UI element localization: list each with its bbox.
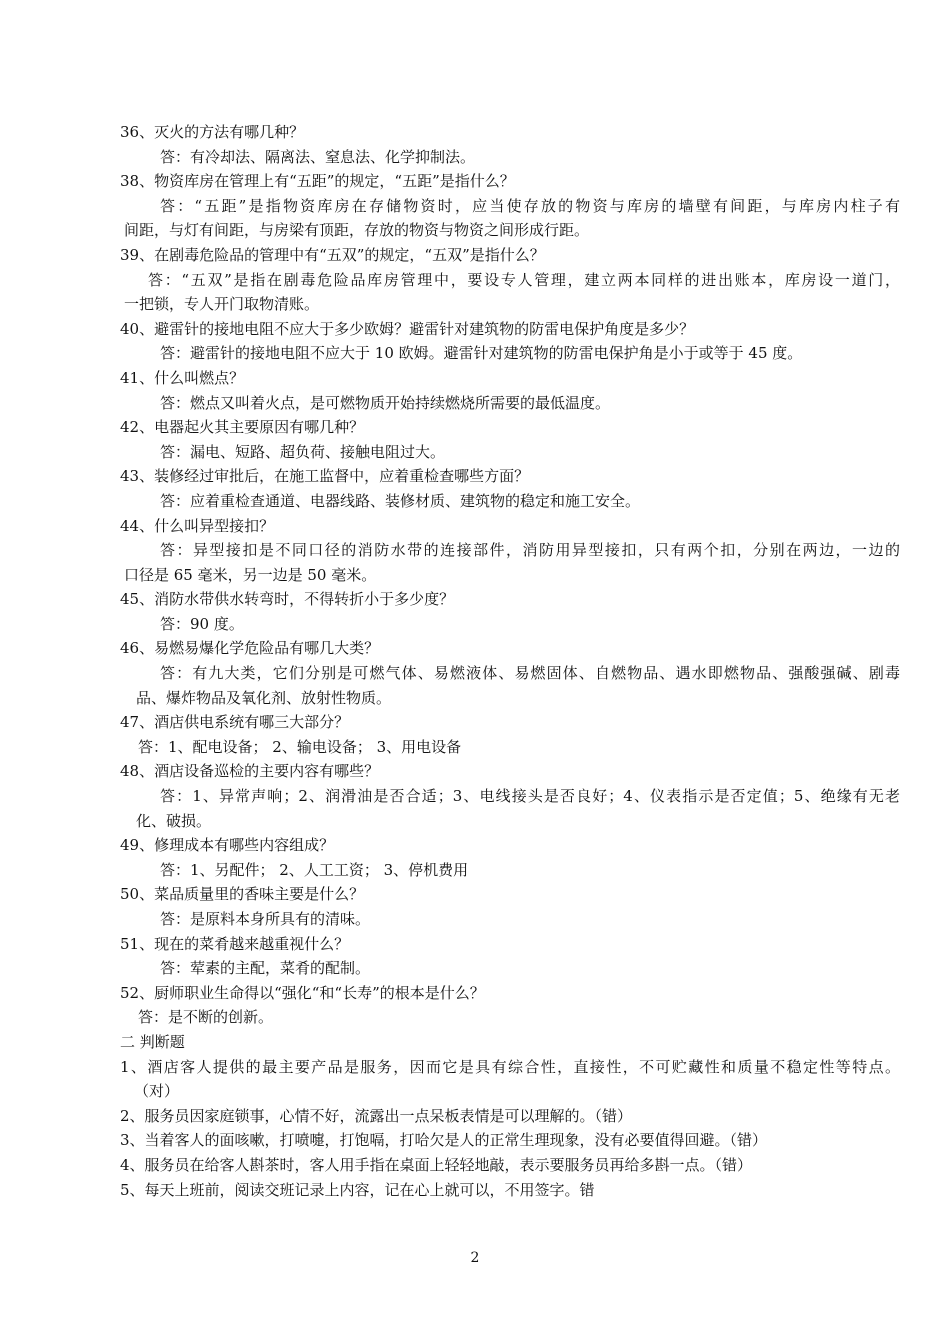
text-line: 44、什么叫异型接扣？ <box>120 516 275 535</box>
text-line: 答：90 度。 <box>160 614 244 633</box>
text-line: 48、酒店设备巡检的主要内容有哪些？ <box>120 762 380 781</box>
text-line: 答：“五双”是指在剧毒危险品库房管理中，要设专人管理，建立两本同样的进出账本，库房设一道门， <box>148 270 900 289</box>
text-line: 答：异型接扣是不同口径的消防水带的连接部件，消防用异型接扣，只有两个扣，分别在两边，一边的 <box>160 541 900 560</box>
text-line: 化、破损。 <box>136 811 212 830</box>
text-line: 答：是原料本身所具有的清味。 <box>160 910 371 928</box>
text-line: 答：荤素的主配，菜肴的配制。 <box>160 959 371 978</box>
text-line: 3、当着客人的面咳嗽，打喷嚏，打饱嗝，打哈欠是人的正常生理现象，没有必要值得回避。（错） <box>120 1131 768 1150</box>
text-line: 47、酒店供电系统有哪三大部分？ <box>120 713 350 732</box>
text-line: 间距，与灯有间距，与房梁有顶距，存放的物资与物资之间形成行距。 <box>124 221 590 240</box>
text-line: 1、酒店客人提供的最主要产品是服务，因而它是具有综合性，直接性，不可贮藏性和质量不稳定性等特点。 <box>120 1057 900 1076</box>
text-line: 36、灭火的方法有哪几种？ <box>120 123 305 141</box>
page-number: 2 <box>470 1250 480 1266</box>
text-line: 答：燃点又叫着火点，是可燃物质开始持续燃烧所需要的最低温度。 <box>160 393 611 412</box>
text-line: 38、物资库房在管理上有“五距”的规定，“五距”是指什么？ <box>120 172 515 191</box>
text-line: 二 判断题 <box>120 1032 185 1051</box>
text-line: 答：应着重检查通道、电器线路、装修材质、建筑物的稳定和施工安全。 <box>160 491 641 510</box>
document-body <box>120 120 900 1202</box>
text-line: 答：有冷却法、隔离法、窒息法、化学抑制法。 <box>160 147 476 166</box>
text-line: 43、装修经过审批后，在施工监督中，应着重检查哪些方面？ <box>120 467 530 486</box>
text-line: 50、菜品质量里的香味主要是什么？ <box>120 885 365 904</box>
text-line: 49、修理成本有哪些内容组成？ <box>120 836 335 855</box>
text-line: 45、消防水带供水转弯时，不得转折小于多少度？ <box>120 590 455 609</box>
text-line: 答：1、异常声响；2、润滑油是否合适；3、电线接头是否良好；4、仪表指示是否定值；5、绝缘有无老 <box>160 787 900 806</box>
text-line: 答：“五距”是指物资库房在存储物资时，应当使存放的物资与库房的墙壁有间距，与库房内柱子有 <box>160 196 900 215</box>
text-line: 2、服务员因家庭锁事，心情不好，流露出一点呆板表情是可以理解的。（错） <box>120 1106 633 1125</box>
text-line: 答：1、另配件； 2、人工工资； 3、停机费用 <box>160 860 469 879</box>
text-line: 39、在剧毒危险品的管理中有“五双”的规定，“五双”是指什么？ <box>120 245 545 264</box>
text-line: 答：漏电、短路、超负荷、接触电阻过大。 <box>160 442 446 461</box>
text-line: （对） <box>134 1082 180 1101</box>
text-line: 40、避雷针的接地电阻不应大于多少欧姆？避雷针对建筑物的防雷电保护角度是多少？ <box>120 319 695 338</box>
text-line: 4、服务员在给客人斟茶时，客人用手指在桌面上轻轻地敲，表示要服务员再给多斟一点。（错） <box>120 1155 753 1174</box>
text-line: 52、厨师职业生命得以“强化“和“长寿”的根本是什么？ <box>120 983 485 1002</box>
text-line: 口径是 65 毫米，另一边是 50 毫米。 <box>124 565 377 584</box>
text-line: 42、电器起火其主要原因有哪几种？ <box>120 418 365 437</box>
text-line: 5、每天上班前，阅读交班记录上内容，记在心上就可以，不用签字。错 <box>120 1180 595 1199</box>
text-line: 一把锁，专人开门取物清账。 <box>124 295 320 314</box>
text-line: 41、什么叫燃点？ <box>120 368 245 387</box>
text-line: 答：有九大类，它们分别是可燃气体、易燃液体、易燃固体、自燃物品、遇水即燃物品、强酸强碱、剧毒 <box>160 664 900 683</box>
text-line: 46、易燃易爆化学危险品有哪几大类？ <box>120 639 380 658</box>
text-line: 51、现在的菜肴越来越重视什么？ <box>120 934 350 953</box>
text-line: 答：1、配电设备； 2、输电设备； 3、用电设备 <box>138 737 462 756</box>
text-line: 答：避雷针的接地电阻不应大于 10 欧姆。避雷针对建筑物的防雷电保护角是小于或等于 45 度。 <box>160 344 803 363</box>
text-line: 品、爆炸物品及氧化剂、放射性物质。 <box>136 688 392 707</box>
text-line: 答：是不断的创新。 <box>138 1008 274 1027</box>
